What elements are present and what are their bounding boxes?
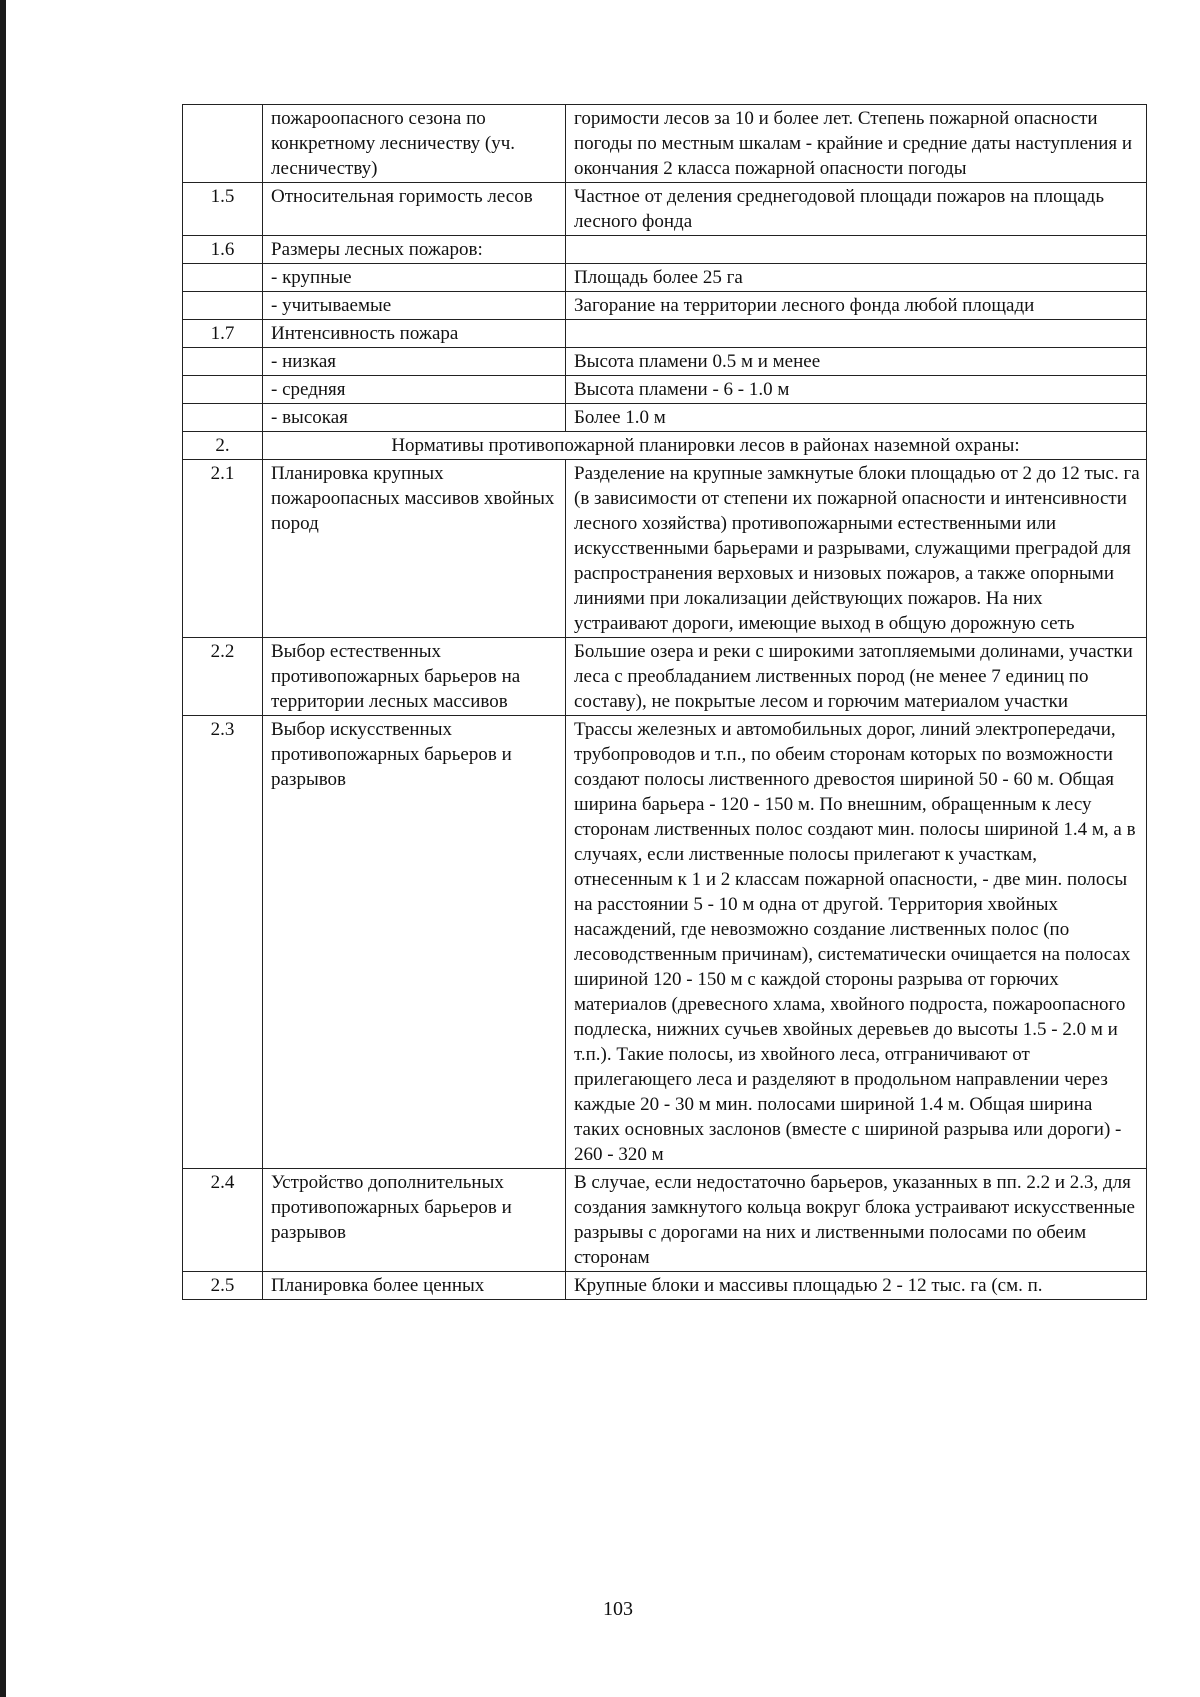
table-row — [183, 404, 1147, 432]
row-number: 2.5 — [183, 1272, 263, 1300]
row-number — [183, 404, 263, 432]
row-number: 1.6 — [183, 236, 263, 264]
indicator-name: - крупные — [263, 264, 566, 292]
fire-planning-table — [182, 104, 1147, 1300]
row-number — [183, 376, 263, 404]
indicator-description: Крупные блоки и массивы площадью 2 - 12 тыс. га (см. п. — [566, 1272, 1147, 1300]
table-row — [183, 432, 1147, 460]
indicator-description: Более 1.0 м — [566, 404, 1147, 432]
indicator-description: Большие озера и реки с широкими затопляемыми долинами, участки леса с преобладанием лиственных пород (не менее 7 единиц по составу), не покрытые лесом и горючим материалом участки — [566, 638, 1147, 716]
table-row — [183, 183, 1147, 236]
indicator-description: Частное от деления среднегодовой площади пожаров на площадь лесного фонда — [566, 183, 1147, 236]
section-heading: Нормативы противопожарной планировки лесов в районах наземной охраны: — [263, 432, 1147, 460]
document-page — [182, 104, 1146, 1300]
indicator-name: - средняя — [263, 376, 566, 404]
indicator-description: Площадь более 25 га — [566, 264, 1147, 292]
indicator-description: Высота пламени - 6 - 1.0 м — [566, 376, 1147, 404]
row-number: 1.7 — [183, 320, 263, 348]
row-number: 2.3 — [183, 716, 263, 1169]
table-row — [183, 1169, 1147, 1272]
indicator-description: Разделение на крупные замкнутые блоки площадью от 2 до 12 тыс. га (в зависимости от степени их пожарной опасности и интенсивности лесного хозяйства) противопожарными естественными или искусственными барьерами и разрывами, служащими преградой для распространения верховых и низовых пожаров, а также опорными линиями при локализации действующих пожаров. На них устраивают дороги, имеющие выход в общую дорожную сеть — [566, 460, 1147, 638]
indicator-description: Высота пламени 0.5 м и менее — [566, 348, 1147, 376]
indicator-name: Планировка более ценных — [263, 1272, 566, 1300]
indicator-name: Интенсивность пожара — [263, 320, 566, 348]
table-row — [183, 236, 1147, 264]
table-row — [183, 638, 1147, 716]
row-number: 1.5 — [183, 183, 263, 236]
indicator-name: Относительная горимость лесов — [263, 183, 566, 236]
scan-edge — [0, 0, 6, 1697]
table-row — [183, 292, 1147, 320]
row-number: 2.2 — [183, 638, 263, 716]
indicator-name: пожароопасного сезона по конкретному лесничеству (уч. лесничеству) — [263, 105, 566, 183]
table-row — [183, 460, 1147, 638]
table-row — [183, 320, 1147, 348]
table-row — [183, 264, 1147, 292]
indicator-name: Выбор искусственных противопожарных барьеров и разрывов — [263, 716, 566, 1169]
indicator-description — [566, 236, 1147, 264]
row-number — [183, 292, 263, 320]
table-row — [183, 376, 1147, 404]
indicator-name: Выбор естественных противопожарных барьеров на территории лесных массивов — [263, 638, 566, 716]
row-number: 2.4 — [183, 1169, 263, 1272]
indicator-name: - учитываемые — [263, 292, 566, 320]
indicator-description: Загорание на территории лесного фонда любой площади — [566, 292, 1147, 320]
indicator-description: горимости лесов за 10 и более лет. Степень пожарной опасности погоды по местным шкалам - крайние и средние даты наступления и окончания 2 класса пожарной опасности погоды — [566, 105, 1147, 183]
indicator-name: Устройство дополнительных противопожарных барьеров и разрывов — [263, 1169, 566, 1272]
table-row — [183, 716, 1147, 1169]
row-number — [183, 348, 263, 376]
indicator-name: - низкая — [263, 348, 566, 376]
indicator-description: В случае, если недостаточно барьеров, указанных в пп. 2.2 и 2.3, для создания замкнутого кольца вокруг блока устраивают искусственные разрывы с дорогами на них и лиственными полосами по обеим сторонам — [566, 1169, 1147, 1272]
row-number — [183, 105, 263, 183]
indicator-name: Планировка крупных пожароопасных массивов хвойных пород — [263, 460, 566, 638]
table-row — [183, 348, 1147, 376]
row-number: 2.1 — [183, 460, 263, 638]
indicator-name: Размеры лесных пожаров: — [263, 236, 566, 264]
table-row — [183, 1272, 1147, 1300]
row-number — [183, 264, 263, 292]
table-row — [183, 105, 1147, 183]
row-number: 2. — [183, 432, 263, 460]
indicator-description: Трассы железных и автомобильных дорог, линий электропередачи, трубопроводов и т.п., по обеим сторонам которых по возможности создают полосы лиственного древостоя шириной 50 - 60 м. Общая ширина барьера - 120 - 150 м. По внешним, обращенным к лесу сторонам лиственных полос создают мин. полосы шириной 1.4 м, а в случаях, если лиственные полосы прилегают к участкам, отнесенным к 1 и 2 классам пожарной опасности, - две мин. полосы на расстоянии 5 - 10 м одна от другой. Территория хвойных насаждений, где невозможно создание лиственных полос (по лесоводственным причинам), систематически очищается на полосах шириной 120 - 150 м с каждой стороны разрыва от горючих материалов (древесного хлама, хвойного подроста, пожароопасного подлеска, нижних сучьев хвойных деревьев до высоты 1.5 - 2.0 м и т.п.). Такие полосы, из хвойного леса, отграничивают от прилегающего леса и разделяют в продольном направлении через каждые 20 - 30 м мин. полосами шириной 1.4 м. Общая ширина таких основных заслонов (вместе с шириной разрыва или дороги) - 260 - 320 м — [566, 716, 1147, 1169]
indicator-name: - высокая — [263, 404, 566, 432]
indicator-description — [566, 320, 1147, 348]
page-number: 103 — [603, 1598, 633, 1620]
